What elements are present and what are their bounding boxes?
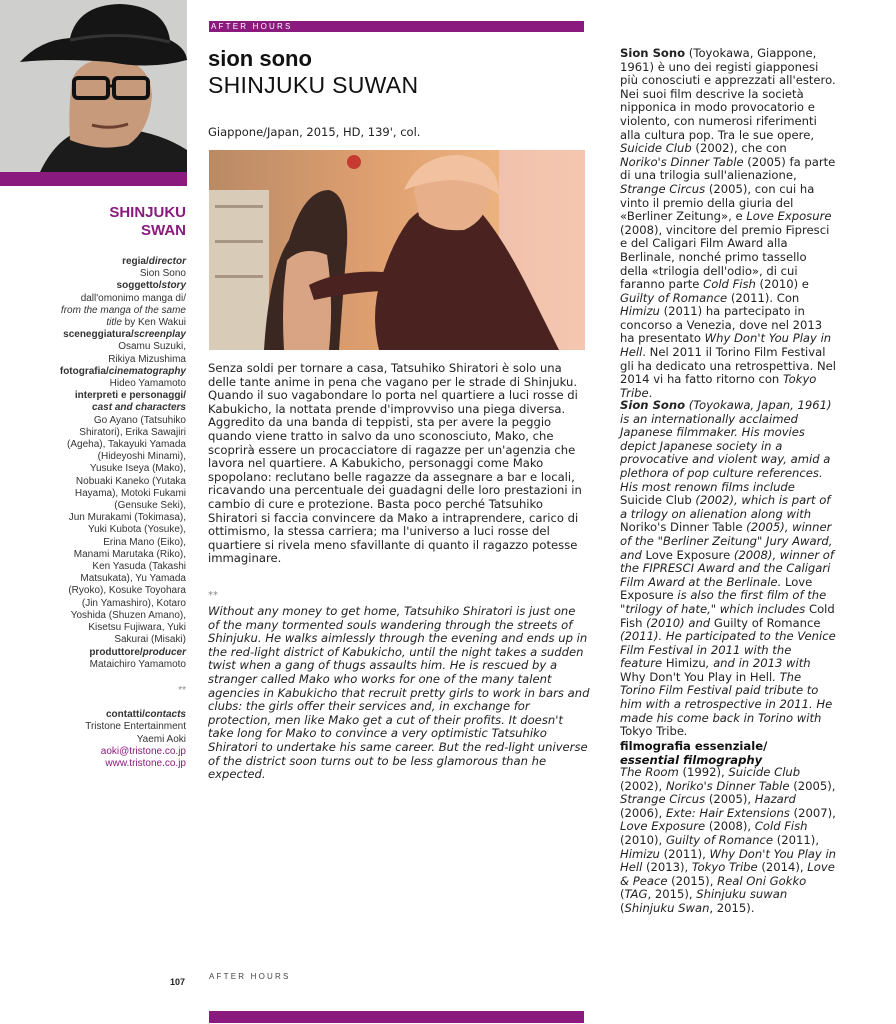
biography-italian: Sion Sono (Toyokawa, Giappone, 1961) è uno dei registi giapponesi più conosciuti e apprezzati all'estero. Nei suoi film descrive la società nipponica in modo provocatorio e violento, con numerosi riferimenti alla cultura pop. Tra le sue opere, Suicide Club (2002), che con Noriko's Dinner Table (2005) fa parte di una trilogia sull'alienazione, Strange Circus (2005), con cui ha vinto il premio della giuria del «Berliner Zeitung», e Love Exposure (2008), vincitore del premio Fipresci e del Caligari Film Award alla Berlinale, nonché primo tassello della «trilogia dell'odio», di cui faranno parte Cold Fish (2010) e Guilty of Romance (2011). Con Himizu (2011) ha partecipato in concorso a Venezia, dove nel 2013 ha presentato Why Don't You Play in Hell. Nel 2011 il Torino Film Festival gli ha dedicato una retrospettiva. Nel 2014 vi ha fatto ritorno con Tokyo Tribe. <box>620 46 836 400</box>
footer-section-label: AFTER HOURS <box>209 972 291 981</box>
cast-line: Sakurai (Misaki) <box>114 634 186 646</box>
credits-block <box>0 256 186 770</box>
filmography-list: The Room (1992), Suicide Club (2002), Noriko's Dinner Table (2005), Strange Circus (2005), Hazard (2006), Exte: Hair Extensions (2007), Love Exposure (2008), Cold Fish (2010), Guilty of Romance (2011), Himizu (2011), Why Don't You Play in Hell (2013), Tokyo Tribe (2014), Love & Peace (2015), Real Oni Gokko (TAG, 2015), Shinjuku suwan (Shinjuku Swan, 2015). <box>620 765 837 915</box>
director-name: sion sono <box>208 46 312 71</box>
filmography-heading <box>620 740 836 767</box>
cast-line: Manami Marutaka (Riko), <box>73 548 186 560</box>
credit-cinematography-label: fotografia/cinematography <box>59 365 186 377</box>
cast-line: Yoshida (Shuzen Amano), <box>70 609 186 621</box>
cast-line: (Jin Yamashiro), Kotaro <box>81 597 186 609</box>
credit-story-line1: dall'omonimo manga di/ <box>80 292 186 304</box>
cast-line: Nobuaki Kaneko (Yutaka <box>75 475 186 487</box>
credit-contacts-label: contatti/contacts <box>105 709 186 721</box>
credit-producer: Mataichiro Yamamoto <box>89 658 186 670</box>
cast-line: Jun Murakami (Tokimasa), <box>68 512 186 524</box>
cast-line: (Gensuke Seki), <box>114 500 186 512</box>
film-title: SHINJUKU SUWAN <box>208 72 419 98</box>
cast-line: Hayama), Motoki Fukami <box>74 487 186 499</box>
filmography-heading-it: filmografia essenziale/ <box>620 739 768 753</box>
film-info: Giappone/Japan, 2015, HD, 139', col. <box>208 125 421 139</box>
credits-separator: ** <box>178 684 186 696</box>
left-title-line2: SWAN <box>141 222 186 239</box>
biography-english: Sion Sono (Toyokawa, Japan, 1961) is an internationally acclaimed Japanese filmmaker. His movies depict Japanese society in a provocative and violent way, amid a plethora of pop culture references. His most renown films include Suicide Club (2002), which is part of a trilogy on alienation along with Noriko's Dinner Table (2005), winner of the "Berliner Zeitung" Jury Award, and Love Exposure (2008), winner of the FIPRESCI Award and the Caligari Film Award at the Berlinale. Love Exposure is also the first film of the "trilogy of hate," which includes Cold Fish (2010) and Guilty of Romance (2011). He participated to the Venice Film Festival in 2011 with the feature Himizu, and in 2013 with Why Don't You Play in Hell. The Torino Film Festival paid tribute to him with a retrospective in 2011. He made his come back in Torino with Tokyo Tribe. <box>620 398 836 739</box>
contact-website-link[interactable]: www.tristone.co.jp <box>105 757 186 769</box>
credit-director: Sion Sono <box>139 268 186 280</box>
credit-story-line2: from the manga of the same <box>60 304 186 316</box>
left-film-title <box>0 204 186 240</box>
contact-person: Yaemi Aoki <box>136 733 186 745</box>
credit-producer-label: produttore/producer <box>89 646 186 658</box>
credit-screenplay-line1: Osamu Suzuki, <box>118 341 186 353</box>
synopsis-english: Without any money to get home, Tatsuhiko Shiratori is just one of the many tormented souls wandering through the streets of Shinjuku. He walks aimlessly through the evening and ends up in the red-light district of Kabukicho, until the night takes a sudden twist when a gang of thugs assaults him. He is rescued by a stranger called Mako who works for one of the many talent agencies in Kabukicho that recruit pretty girls to work in bars and clubs: the girls offer their services and, in exchange for protection, men like Mako get a cut of their profits. It doesn't take long for Mako to convince a very optimistic Tatsuhiko Shiratori to undertake his same career. But the red-light universe of the district soon turns out to be less glamorous than he expected. <box>208 604 590 782</box>
footer-accent-bar <box>209 1011 584 1023</box>
cast-line: Go Ayano (Tatsuhiko <box>93 414 186 426</box>
credit-story-line3: title by Ken Wakui <box>106 317 186 329</box>
page-number: 107 <box>170 977 186 987</box>
contact-email-link[interactable]: aoki@tristone.co.jp <box>100 745 186 757</box>
cast-line: Kisetsu Fujiwara, Yuki <box>88 622 186 634</box>
section-label: AFTER HOURS <box>211 22 293 31</box>
credit-story-label: soggetto/story <box>116 280 186 292</box>
cast-line: (Ageha), Takayuki Yamada <box>67 439 186 451</box>
cast-list <box>0 415 186 647</box>
synopsis-italian: Senza soldi per tornare a casa, Tatsuhiko Shiratori è solo una delle tante anime in pena che vagano per le strade di Shinjuku. Quando il suo vagabondare lo porta nel quartiere a luci rosse di Kabukicho, la nottata prende d'improvviso una piega diversa. Aggredito da una banda di teppisti, sta per avere la peggio quando viene tratto in salvo da uno sconosciuto, Mako, che scoprirà essere un procacciatore di ragazze per un'agenzia che lavora nel quartiere. A Kabukicho, personaggi come Mako spopolano: reclutano belle ragazze da assegnare a bar e locali, ricavando una percentuale dei guadagni delle loro prestazioni in cambio di cure e protezione. Basta poco perché Tatsuhiko Shiratori si faccia convincere da Mako a intraprendere, carico di ottimismo, la stessa carriera; ma l'universo a luci rosse del quartiere si rivela meno sfavillante di quanto il ragazzo potesse immaginare. <box>208 361 582 566</box>
director-portrait <box>0 0 187 172</box>
credit-cinematography: Hideo Yamamoto <box>109 378 186 390</box>
cast-line: (Ryoko), Kosuke Toyohara <box>68 585 186 597</box>
credit-screenplay-line2: Rikiya Mizushima <box>108 353 186 365</box>
cast-line: Ken Yasuda (Takashi <box>92 561 186 573</box>
credit-director-label: regia/director <box>122 256 186 267</box>
portrait-accent-bar <box>0 172 187 186</box>
contact-company: Tristone Entertainment <box>85 721 186 733</box>
filmography-heading-en: essential filmography <box>620 752 763 767</box>
credit-screenplay-label: sceneggiatura/screenplay <box>63 329 186 341</box>
cast-line: Erina Mano (Eiko), <box>103 536 186 548</box>
credit-cast-label: interpreti e personaggi/ <box>74 390 186 402</box>
synopsis-separator: ** <box>208 590 218 601</box>
cast-line: Yusuke Iseya (Mako), <box>89 463 186 475</box>
film-still <box>209 150 585 350</box>
cast-line: (Hideyoshi Minami), <box>97 451 186 463</box>
cast-line: Shiratori), Erika Sawajiri <box>79 426 186 438</box>
left-title-line1: SHINJUKU <box>109 204 186 221</box>
cast-line: Matsukata), Yu Yamada <box>80 573 186 585</box>
credit-cast-label-en: cast and characters <box>92 402 186 414</box>
cast-line: Yuki Kubota (Yosuke), <box>87 524 186 536</box>
